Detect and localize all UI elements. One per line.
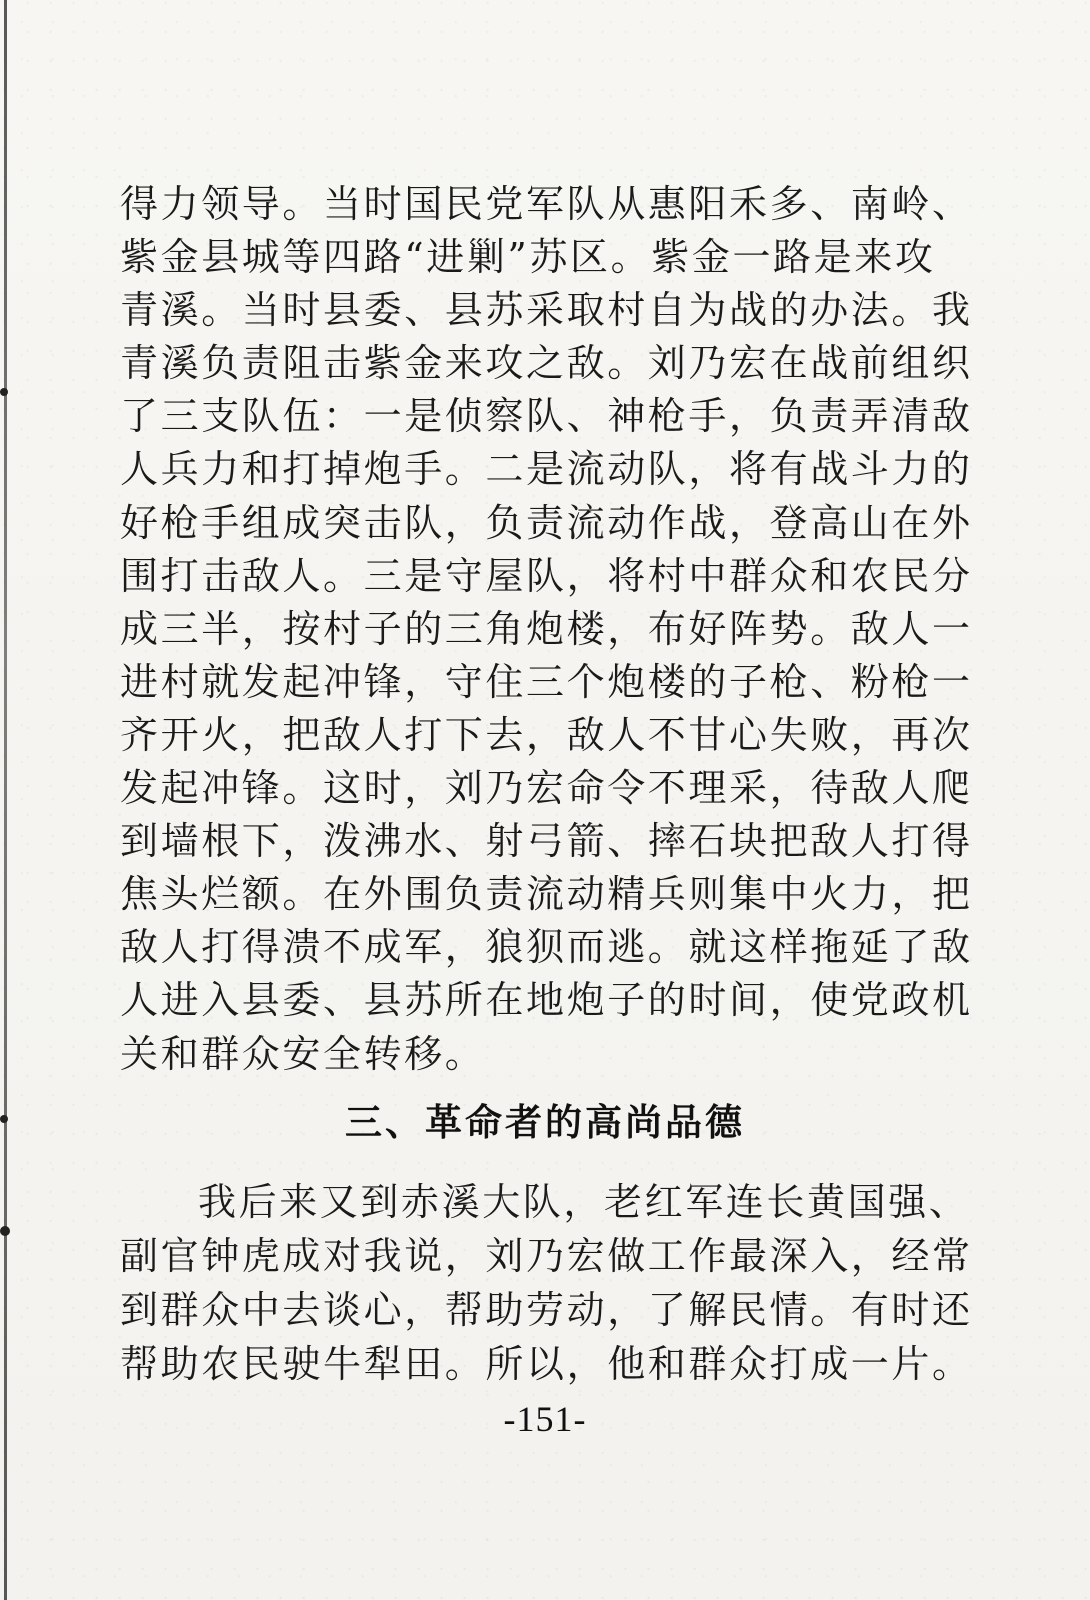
- binding-mark: [0, 388, 8, 396]
- text-line: 到墙根下，泼沸水、射弓箭、摔石块把敌人打得: [120, 819, 973, 864]
- text-line: 副官钟虎成对我说，刘乃宏做工作最深入，经常: [120, 1234, 973, 1278]
- binding-edge: [4, 0, 7, 1600]
- page-number: -151-: [503, 1399, 587, 1439]
- text-line: 青溪负责阻击紫金来攻之敌。刘乃宏在战前组织: [120, 341, 973, 386]
- text-line: 发起冲锋。这时，刘乃宏命令不理采，待敌人爬: [120, 766, 973, 811]
- text-line: 关和群众安全转移。: [120, 1031, 486, 1076]
- text-line: 我后来又到赤溪大队，老红军连长黄国强、: [198, 1180, 970, 1224]
- text-line: 进村就发起冲锋，守住三个炮楼的子枪、粉枪一: [120, 659, 973, 704]
- text-line: 成三半，按村子的三角炮楼，布好阵势。敌人一: [120, 606, 973, 651]
- text-line: 到群众中去谈心，帮助劳动，了解民情。有时还: [120, 1288, 973, 1332]
- section-heading: 三、革命者的高尚品德: [345, 1101, 745, 1144]
- text-line: 青溪。当时县委、县苏采取村自为战的办法。我: [120, 288, 973, 333]
- text-line: 人兵力和打掉炮手。二是流动队，将有战斗力的: [120, 447, 973, 492]
- binding-mark: [0, 1226, 10, 1236]
- body-paragraph: [120, 178, 973, 1081]
- text-line: 了三支队伍：一是侦察队、神枪手，负责弄清敌: [120, 394, 973, 439]
- text-line: 敌人打得溃不成军，狼狈而逃。就这样拖延了敌: [120, 925, 973, 970]
- text-line: 帮助农民驶牛犁田。所以，他和群众打成一片。: [120, 1342, 973, 1386]
- text-line: 围打击敌人。三是守屋队，将村中群众和农民分: [120, 553, 973, 598]
- text-line: 紫金县城等四路“进剿”苏区。紫金一路是来攻: [120, 235, 936, 280]
- text-line: 得力领导。当时国民党军队从惠阳禾多、南岭、: [120, 182, 973, 226]
- text-line: 焦头烂额。在外围负责流动精兵则集中火力，把: [120, 872, 973, 917]
- text-line: 齐开火，把敌人打下去，敌人不甘心失败，再次: [120, 712, 973, 757]
- section-paragraph: [120, 1175, 973, 1391]
- text-line: 好枪手组成突击队，负责流动作战，登高山在外: [120, 500, 973, 545]
- text-line: 人进入县委、县苏所在地炮子的时间，使党政机: [120, 978, 973, 1023]
